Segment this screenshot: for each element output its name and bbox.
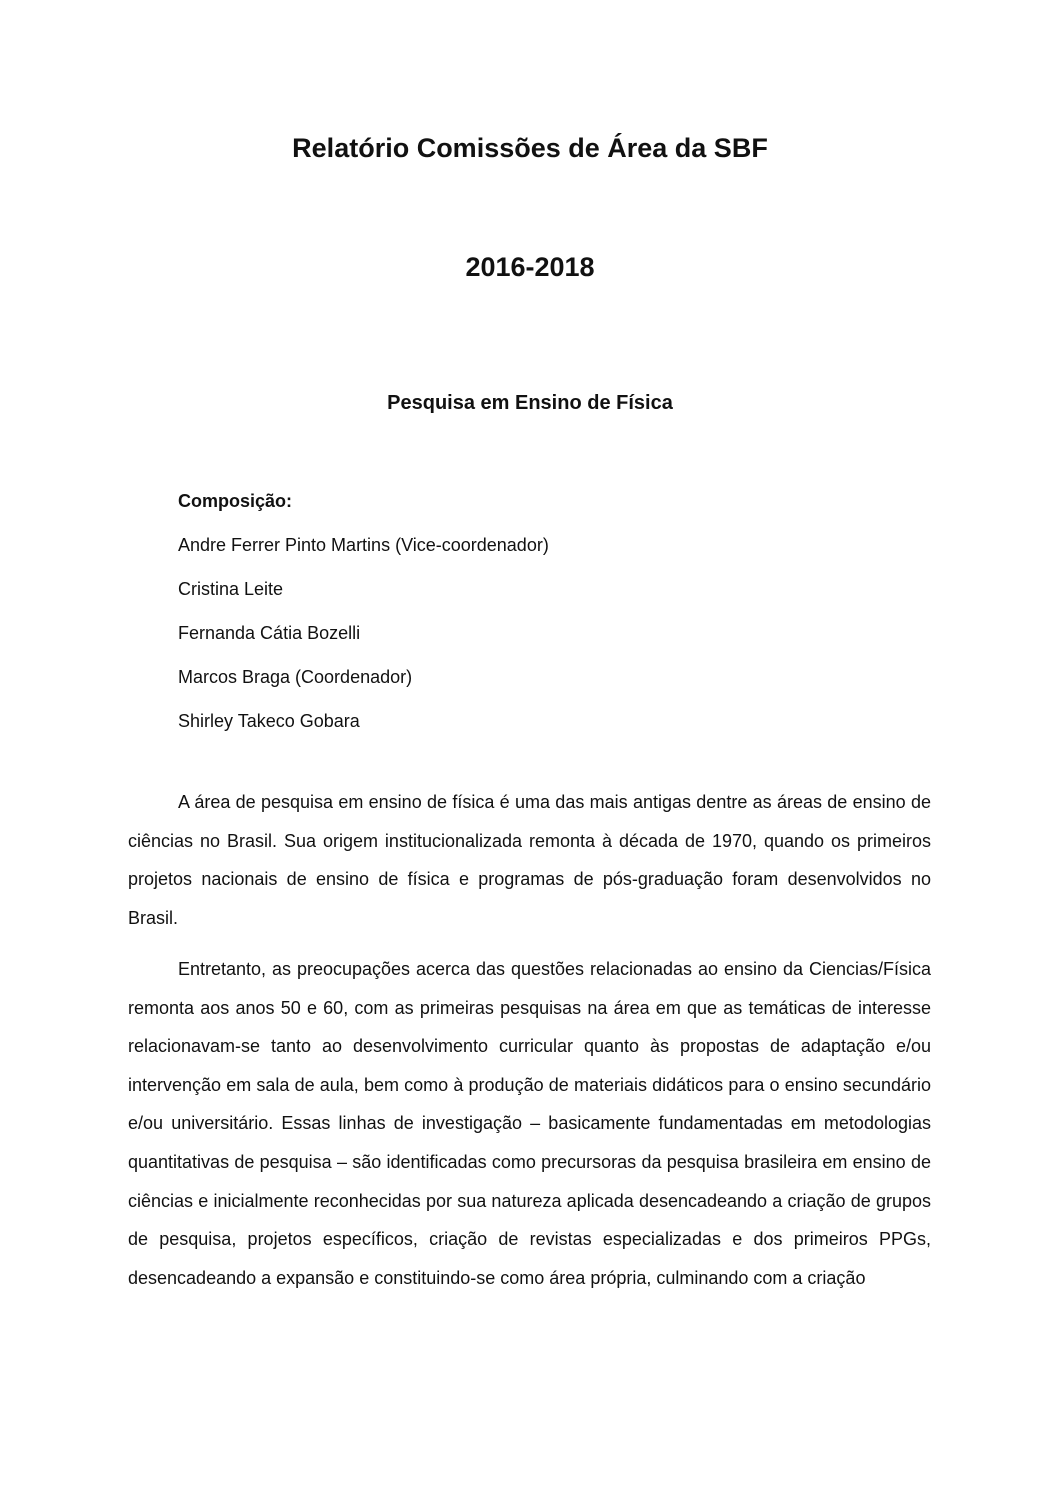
section-heading: Pesquisa em Ensino de Física bbox=[387, 392, 673, 414]
composition-label: Composição: bbox=[178, 491, 293, 511]
member-item: Andre Ferrer Pinto Martins (Vice-coordenador) bbox=[178, 535, 549, 555]
member-item: Cristina Leite bbox=[178, 579, 284, 599]
member-item: Fernanda Cátia Bozelli bbox=[178, 623, 361, 643]
document-title: Relatório Comissões de Área da SBF bbox=[292, 133, 768, 163]
body-paragraph-1: A área de pesquisa em ensino de física é uma das mais antigas dentre as áreas de ensino de ciências no Brasil. Sua origem institucionalizada remonta à década de 1970, quando os primeiros projetos nacionais de ensino de física e programas de pós-graduação foram desenvolvidos no Brasil. bbox=[128, 792, 931, 928]
composition-block bbox=[178, 479, 549, 743]
body-paragraph-2: Entretanto, as preocupações acerca das questões relacionadas ao ensino da Ciencias/Física remonta aos anos 50 e 60, com as primeiras pesquisas na área em que as temáticas de interesse relacionavam-se tanto ao desenvolvimento curricular quanto às propostas de adaptação e/ou intervenção em sala de aula, bem como à produção de materiais didáticos para o ensino secundário e/ou universitário. Essas linhas de investigação – basicamente fundamentadas em metodologias quantitativas de pesquisa – são identificadas como precursoras da pesquisa brasileira em ensino de ciências e inicialmente reconhecidas por sua natureza aplicada desencadeando a criação de grupos de pesquisa, projetos específicos, criação de revistas especializadas e dos primeiros PPGs, desencadeando a expansão e constituindo-se como área própria, culminando com a criação bbox=[128, 959, 931, 1288]
member-item: Shirley Takeco Gobara bbox=[178, 711, 360, 731]
member-item: Marcos Braga (Coordenador) bbox=[178, 667, 413, 687]
document-years: 2016-2018 bbox=[465, 252, 595, 282]
